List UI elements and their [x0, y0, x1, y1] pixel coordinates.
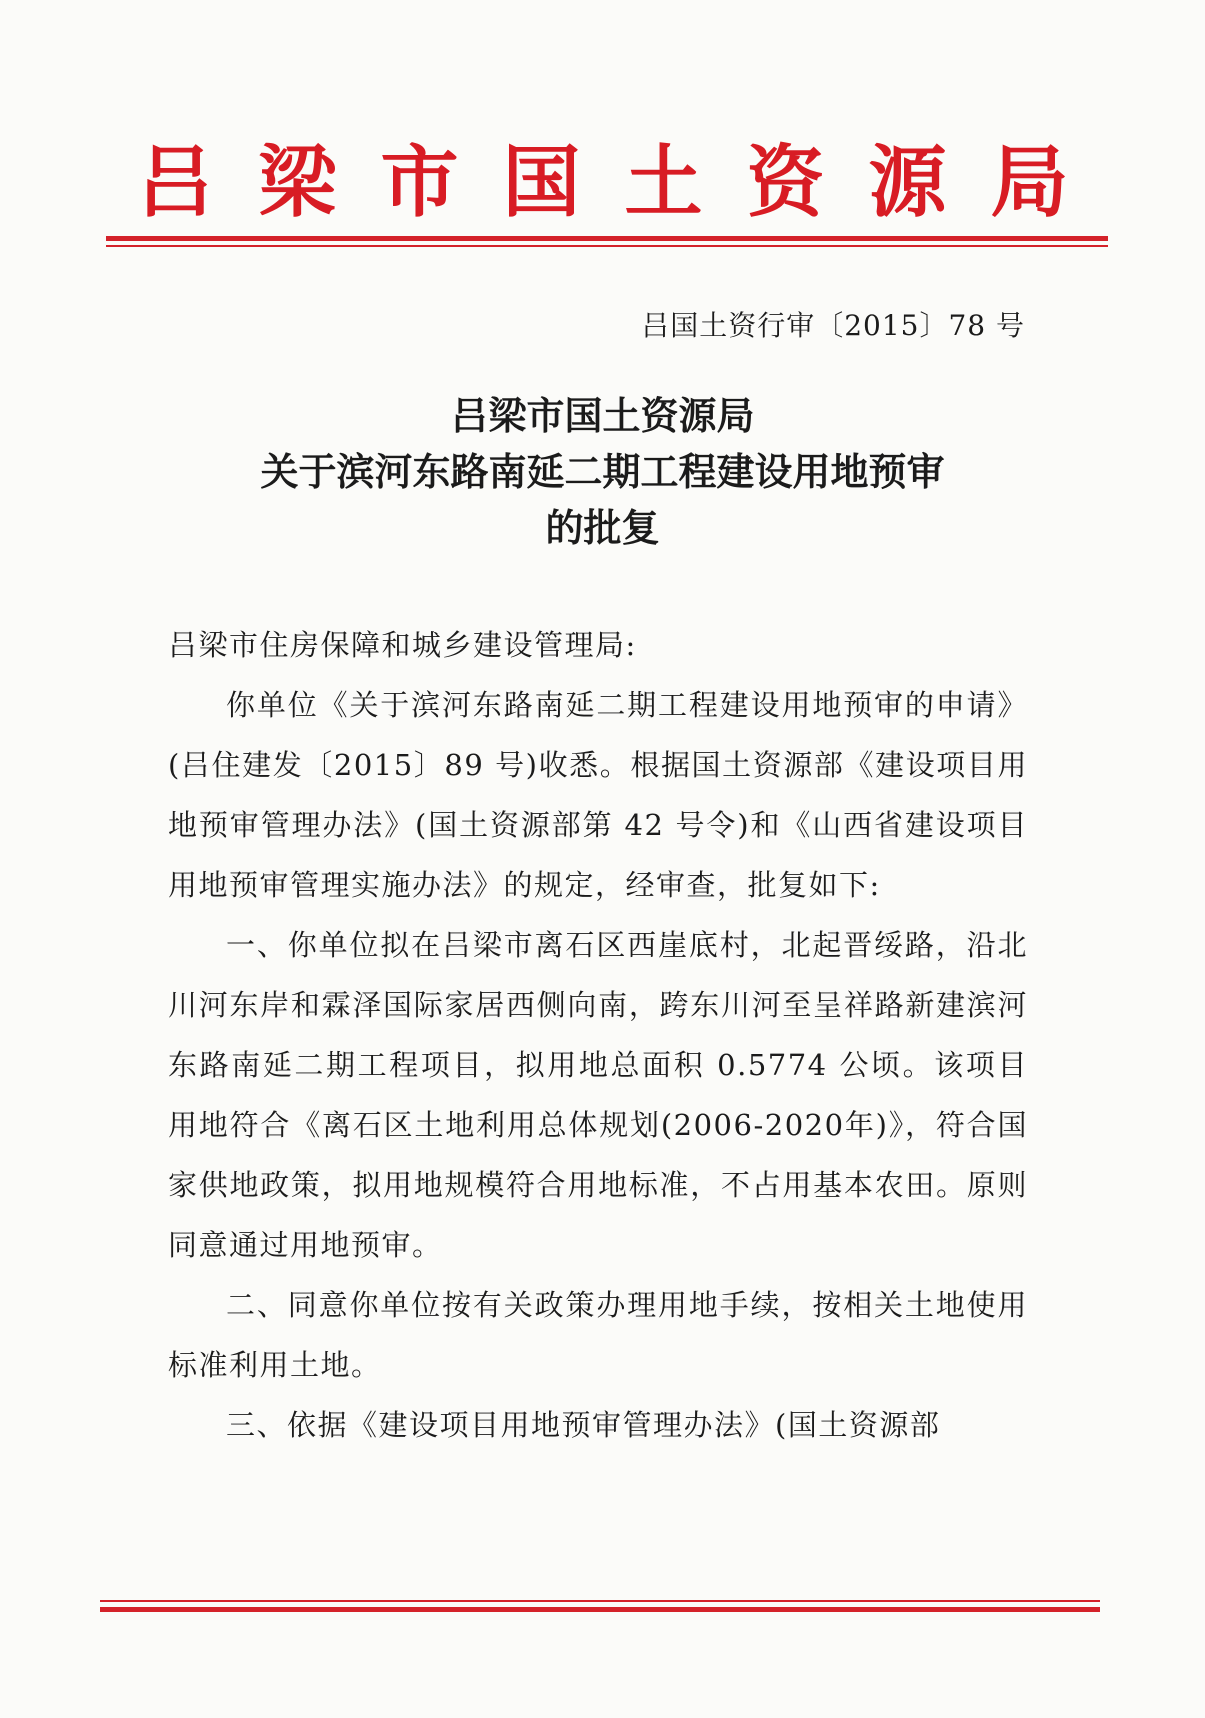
letterhead-rule-thick [106, 236, 1108, 241]
footer-rule-thick [100, 1607, 1100, 1612]
document-body [168, 615, 1028, 1455]
salutation: 吕梁市住房保障和城乡建设管理局: [168, 628, 637, 662]
title-line-1: 吕梁市国土资源局 [450, 393, 755, 438]
document-number: 吕国土资行审〔2015〕78 号 [641, 309, 1025, 342]
paragraph-item-1: 一、你单位拟在吕梁市离石区西崖底村，北起晋绥路，沿北川河东岸和霖泽国际家居西侧向南，跨东川河至呈祥路新建滨河东路南延二期工程项目，拟用地总面积 0.5774 公顷。该项目用地符合《离石区土地利用总体规划(2006-2020年)》，符合国家供地政策，拟用地规模符合用地标准，不占用基本农田。原则同意通过用地预审。 [168, 928, 1028, 1262]
title-line-2: 关于滨河东路南延二期工程建设用地预审 [260, 449, 945, 494]
paragraph-item-3: 三、依据《建设项目用地预审管理办法》(国土资源部 [226, 1408, 941, 1442]
letterhead-title: 吕梁市国土资源局 [136, 137, 1113, 228]
paragraph-intro: 你单位《关于滨河东路南延二期工程建设用地预审的申请》(吕住建发〔2015〕89 号)收悉。根据国土资源部《建设项目用地预审管理办法》(国土资源部第 42 号令)和《山西省建设项目用地预审管理实施办法》的规定，经审查，批复如下: [168, 688, 1028, 902]
title-line-3: 的批复 [545, 505, 660, 550]
letterhead-rule-thin [106, 245, 1108, 247]
footer-rule-thin [100, 1600, 1100, 1602]
paragraph-item-2: 二、同意你单位按有关政策办理用地手续，按相关土地使用标准利用土地。 [168, 1288, 1028, 1382]
document-title [0, 388, 1205, 556]
